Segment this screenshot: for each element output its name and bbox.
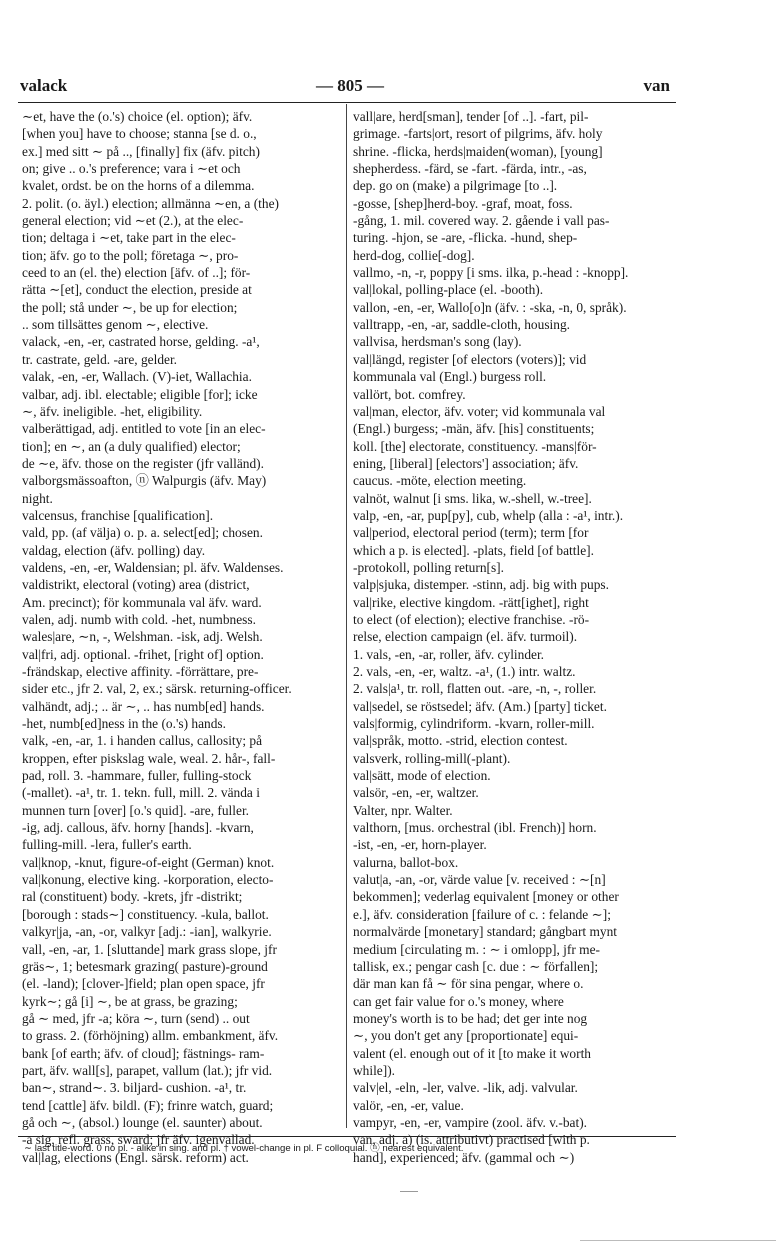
entry-line: vampyr, -en, -er, vampire (zool. äfv. v.-bat). (353, 1114, 588, 1130)
entry-line: valut|a, -an, -or, värde value [v. received : ∼[n] (353, 872, 606, 888)
entry-line: vallvisa, herdsman's song (lay). (353, 334, 522, 350)
entry-line: valbar, adj. ibl. electable; eligible [for]; icke (22, 386, 258, 402)
left-column (22, 108, 338, 1166)
entry-line: -gång, 1. mil. covered way. 2. gående i vall pas- (353, 213, 610, 229)
entry-line: val|lokal, polling-place (el. -booth). (353, 282, 544, 298)
entry-line: fulling-mill. -lera, fuller's earth. (22, 837, 192, 853)
scan-mark (400, 1191, 418, 1192)
entry-line: ex.] med sitt ∼ på .., [finally] fix (äfv. pitch) (22, 143, 260, 159)
entry-line: val|man, elector, äfv. voter; vid kommunala val (353, 403, 606, 419)
entry-line: can get fair value for o.'s money, where (353, 993, 564, 1009)
entry-line: gå och ∼, (absol.) lounge (el. saunter) about. (22, 1114, 263, 1130)
entry-line: valp|sjuka, distemper. -stinn, adj. big with pups. (353, 577, 609, 593)
entry-line: valsör, -en, -er, waltzer. (353, 785, 479, 801)
entry-line: van, adj. a) (is. attributivt) practised [with p. (353, 1132, 590, 1148)
entry-line: night. (22, 490, 53, 506)
entry-line: valack, -en, -er, castrated horse, gelding. -a¹, (22, 334, 260, 350)
entry-line: shrine. -flicka, herds|maiden(woman), [young] (353, 143, 603, 159)
entry-line: gå ∼ med, jfr -a; köra ∼, turn (send) .. out (22, 1010, 250, 1026)
entry-line: val|rike, elective kingdom. -rätt[ighet], right (353, 594, 589, 610)
entry-line: tr. castrate, geld. -are, gelder. (22, 351, 178, 367)
entry-line: vals|formig, cylindriform. -kvarn, roller-mill. (353, 716, 595, 732)
entry-line: -a sig, refl. grass, sward; jfr äfv. igenvallad. (22, 1132, 255, 1148)
entry-line: val|sätt, mode of election. (353, 768, 491, 784)
entry-line: tallisk, ex.; pengar cash [c. due : ∼ förfallen]; (353, 958, 599, 974)
entry-line: e.], äfv. consideration [failure of c. : felande ∼]; (353, 906, 611, 922)
entry-line: (-mallet). -a¹, tr. 1. tekn. full, mill. 2. vända i (22, 785, 260, 801)
entry-line: ening, [liberal] [electors'] association; äfv. (353, 455, 579, 471)
entry-line: tend [cattle] äfv. bildl. (F); frinre watch, guard; (22, 1097, 274, 1113)
entry-line: val|fri, adj. optional. -frihet, [right of] option. (22, 646, 264, 662)
entry-line: valdistrikt, electoral (voting) area (district, (22, 577, 250, 593)
entry-line: general election; vid ∼et (2.), at the elec- (22, 213, 244, 229)
abbreviation-key: ∼ last title-word. 0 no pl. - alike in sing. and pl. † vowel-change in pl. F colloquial. ⓝ nearest equivalent. (24, 1143, 464, 1154)
entry-line: which a p. is elected]. -plats, field [of battle]. (353, 542, 594, 558)
entry-line: valv|el, -eln, -ler, valve. -lik, adj. valvular. (353, 1080, 578, 1096)
entry-line: -het, numb[ed]ness in the (o.'s) hands. (22, 716, 226, 732)
entry-line: ban∼, strand∼. 3. biljard- cushion. -a¹, tr. (22, 1080, 247, 1096)
entry-line: -gosse, [shep]herd-boy. -graf, moat, foss. (353, 195, 573, 211)
entry-line: tion; deltaga i ∼et, take part in the elec- (22, 230, 236, 246)
entry-line: turing. -hjon, se -are, -flicka. -hund, shep- (353, 230, 578, 246)
entry-line: -frändskap, elective affinity. -förrättare, pre- (22, 664, 259, 679)
entry-line: Valter, npr. Walter. (353, 802, 453, 818)
entry-line: grimage. -farts|ort, resort of pilgrims, äfv. holy (353, 126, 603, 142)
entry-line: tion; äfv. go to the poll; företaga ∼, pro- (22, 247, 239, 263)
entry-line: vallmo, -n, -r, poppy [i sms. ilka, p.-head : -knopp]. (353, 265, 629, 281)
entry-line: valltrapp, -en, -ar, saddle-cloth, housing. (353, 317, 570, 333)
entry-line: herd-dog, collie[-dog]. (353, 247, 475, 263)
entry-line: val|period, electoral period (term); term [for (353, 525, 589, 541)
entry-line: to grass. 2. (förhöjning) allm. embankment, äfv. (22, 1028, 279, 1044)
entry-line: där man kan få ∼ för sina pengar, where o. (353, 976, 584, 992)
entry-line: dep. go on (make) a pilgrimage [to ..]. (353, 178, 558, 194)
entry-line: valp, -en, -ar, pup[py], cub, whelp (alla : -a¹, intr.). (353, 507, 624, 523)
entry-line: kvalet, ordst. be on the horns of a dilemma. (22, 178, 255, 194)
entry-line: val|språk, motto. -strid, election contest. (353, 733, 568, 749)
entry-line: kommunala val (Engl.) burgess roll. (353, 369, 547, 385)
header-rule (18, 102, 676, 103)
entry-line: .. som tillsättes genom ∼, elective. (22, 317, 209, 333)
entry-line: bank [of earth; äfv. of cloud]; fästnings- ram- (22, 1045, 265, 1061)
entry-line: koll. [the] electorate, constituency. -mans|för- (353, 438, 597, 454)
entry-line: valhändt, adj.; .. är ∼, .. has numb[ed] hands. (22, 698, 265, 714)
entry-line: ceed to an (el. the) election [äfv. of ..]; för- (22, 265, 251, 281)
entry-line: val|sedel, se röstsedel; äfv. (Am.) [party] ticket. (353, 698, 607, 714)
entry-line: vall|are, herd[sman], tender [of ..]. -fart, pil- (353, 109, 589, 124)
entry-line: vald, pp. (af välja) o. p. a. select[ed]; chosen. (22, 525, 263, 541)
entry-line: kyrk∼; gå [i] ∼, be at grass, be grazing; (22, 993, 238, 1009)
entry-line: ∼et, have the (o.'s) choice (el. option); äfv. (22, 109, 253, 124)
entry-line: wales|are, ∼n, -, Welshman. -isk, adj. Welsh. (22, 629, 263, 645)
entry-line: (Engl.) burgess; -män, äfv. [his] constituents; (353, 421, 595, 437)
entry-line: valborgsmässoafton, ⓝ Walpurgis (äfv. May) (22, 473, 267, 489)
entry-line: tion]; en ∼, an (a duly qualified) elector; (22, 438, 241, 454)
entry-line: ∼, you don't get any [proportionate] equi- (353, 1028, 579, 1044)
entry-line: while]). (353, 1062, 396, 1078)
entry-line: valdens, -en, -er, Waldensian; pl. äfv. Waldenses. (22, 559, 284, 575)
entry-line: 2. vals, -en, -er, waltz. -a¹, (1.) intr. waltz. (353, 664, 576, 679)
entry-line: pad, roll. 3. -hammare, fuller, fulling-stock (22, 768, 252, 784)
entry-line: valsverk, rolling-mill(-plant). (353, 750, 511, 766)
entry-line: medium [circulating m. : ∼ i omlopp], jfr me- (353, 941, 600, 957)
header-right-guideword: van (643, 76, 670, 95)
entry-line: vallon, -en, -er, Wallo[o]n (äfv. : -ska, -n, 0, språk). (353, 299, 627, 315)
entry-line: vall, -en, -ar, 1. [sluttande] mark grass slope, jfr (22, 941, 277, 957)
entry-line: valdag, election (äfv. polling) day. (22, 542, 206, 558)
entry-line: rätta ∼[et], conduct the election, preside at (22, 282, 252, 298)
entry-line: shepherdess. -färd, se -fart. -färda, intr., -as, (353, 161, 587, 177)
scan-edge (580, 1240, 776, 1241)
entry-line: valent (el. enough out of it [to make it worth (353, 1045, 591, 1061)
entry-line: valör, -en, -er, value. (353, 1097, 464, 1113)
entry-line: val|konung, elective king. -korporation, electo- (22, 872, 274, 888)
entry-line: relse, election campaign (el. äfv. turmoil). (353, 629, 578, 645)
entry-line: valberättigad, adj. entitled to vote [in an elec- (22, 421, 266, 437)
entry-line: (el. -land); [clover-]field; plan open space, jfr (22, 976, 265, 992)
entry-line: kroppen, efter piskslag wale, weal. 2. hår-, fall- (22, 750, 276, 766)
entry-line: valk, -en, -ar, 1. i handen callus, callosity; på (22, 733, 263, 749)
entry-line: -ist, -en, -er, horn-player. (353, 837, 487, 853)
entry-line: valkyr|ja, -an, -or, valkyr [adj.: -ian], walkyrie. (22, 924, 272, 940)
entry-line: 2. vals|a¹, tr. roll, flatten out. -are, -n, -, roller. (353, 681, 597, 697)
entry-line: sider etc., jfr 2. val, 2, ex.; särsk. returning-officer. (22, 681, 292, 697)
entry-line: to elect (of election); elective franchise. -rö- (353, 611, 590, 627)
entry-line: money's worth is to be had; det ger inte nog (353, 1010, 588, 1026)
entry-line: part, äfv. wall[s], parapet, vallum (lat.); jfr vid. (22, 1062, 273, 1078)
entry-line: val|knop, -knut, figure-of-eight (German) knot. (22, 854, 275, 870)
entry-line: hand], experienced; äfv. (gammal och ∼) (353, 1149, 575, 1165)
entry-line: caucus. -möte, election meeting. (353, 473, 527, 489)
entry-line: val|längd, register [of electors (voters)]; vid (353, 351, 587, 367)
entry-line: Am. precinct); för kommunala val äfv. ward. (22, 594, 262, 610)
page-number: — 805 — (316, 76, 384, 95)
entry-line: on; give .. o.'s preference; vara i ∼et och (22, 161, 241, 177)
entry-line: ral (constituent) body. -krets, jfr -distrikt; (22, 889, 243, 905)
entry-line: -protokoll, polling return[s]. (353, 559, 504, 575)
entry-line: gräs∼, 1; betesmark grazing( pasture)-ground (22, 958, 268, 974)
entry-line: [when you] have to choose; stanna [se d. o., (22, 126, 257, 142)
entry-line: valak, -en, -er, Wallach. (V)-iet, Wallachia. (22, 369, 252, 385)
entry-line: valcensus, franchise [qualification]. (22, 507, 214, 523)
entry-line: valnöt, walnut [i sms. lika, w.-shell, w.-tree]. (353, 490, 592, 506)
entry-line: 2. polit. (o. äyl.) election; allmänna ∼en, a (the) (22, 195, 279, 211)
entry-line: -ig, adj. callous, äfv. horny [hands]. -kvarn, (22, 820, 254, 836)
entry-line: normalvärde [monetary] standard; gångbart mynt (353, 924, 618, 940)
entry-line: de ∼e, äfv. those on the register (jfr valländ). (22, 455, 264, 471)
entry-line: valthorn, [mus. orchestral (ibl. French)] horn. (353, 820, 597, 836)
footer-rule (18, 1136, 676, 1137)
entry-line: valurna, ballot-box. (353, 854, 459, 870)
entry-line: valen, adj. numb with cold. -het, numbness. (22, 611, 256, 627)
right-column (353, 108, 671, 1166)
entry-line: vallört, bot. comfrey. (353, 386, 466, 402)
entry-line: val|lag, elections (Engl. särsk. reform) act. (22, 1149, 249, 1165)
entry-line: bekommen]; vederlag equivalent [money or other (353, 889, 619, 905)
entry-line: munnen turn [over] [o.'s quid]. -are, fuller. (22, 802, 250, 818)
entry-line: [borough : stads∼] constituency. -kula, ballot. (22, 906, 269, 922)
entry-line: ∼, äfv. ineligible. -het, eligibility. (22, 403, 203, 419)
column-divider (346, 104, 347, 1128)
header-left-guideword: valack (20, 76, 68, 95)
entry-line: 1. vals, -en, -ar, roller, äfv. cylinder. (353, 646, 545, 662)
entry-line: the poll; stå under ∼, be up for election; (22, 299, 238, 315)
